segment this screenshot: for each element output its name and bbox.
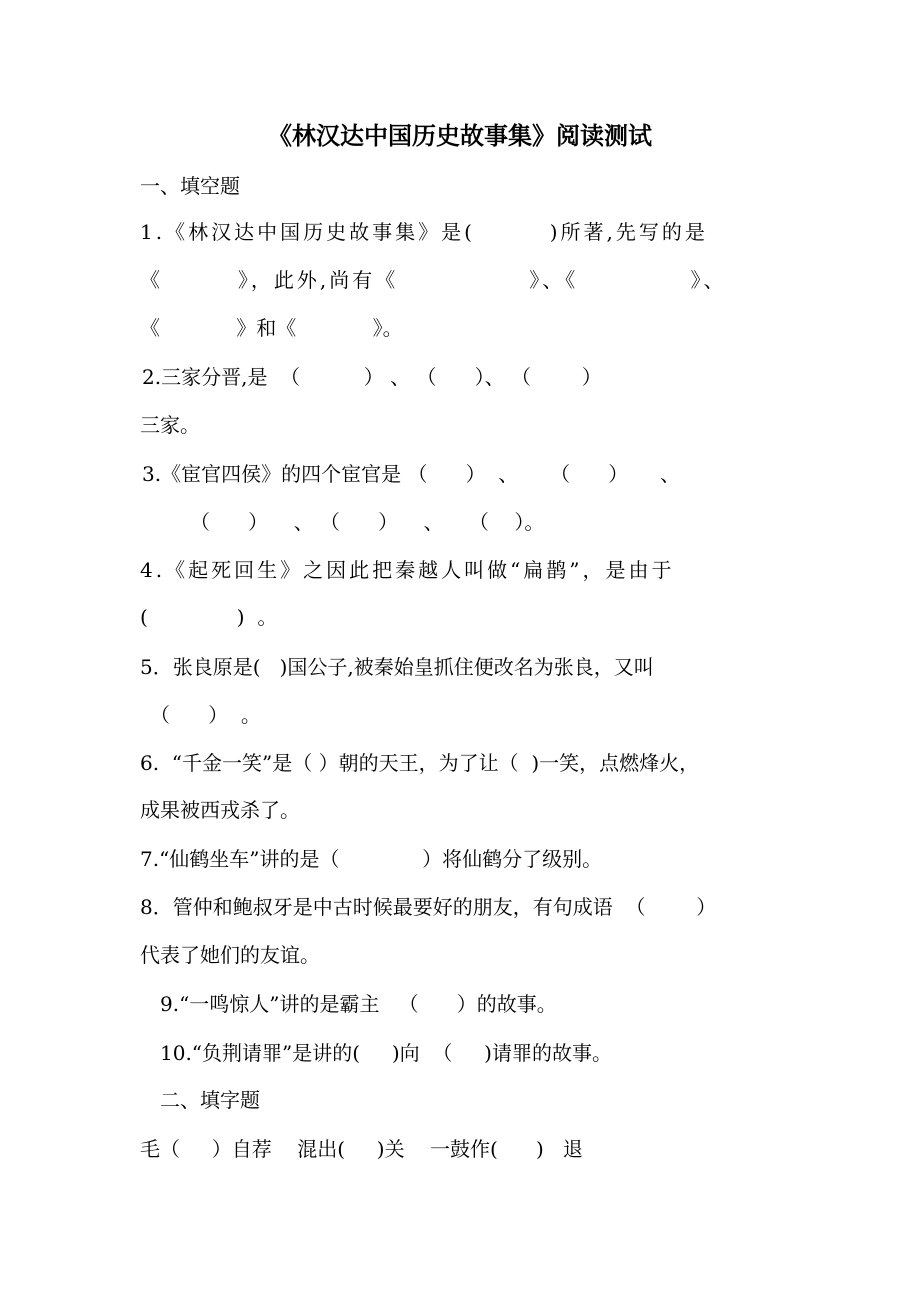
question-8-line-2: 代表了她们的友谊。 — [140, 943, 320, 967]
question-4-line-2: ( ) 。 — [140, 605, 278, 629]
section-heading-fill-blank: 一、填空题 — [140, 174, 240, 198]
question-3-line-1: 3.《宦官四侯》的四个宦官是 （ ） 、 （ ） 、 — [142, 462, 681, 486]
section-heading-fill-word: 二、填字题 — [160, 1088, 260, 1112]
page-title: 《林汉达中国历史故事集》阅读测试 — [268, 121, 652, 150]
question-1-line-2: 《 》，此外,尚有《 》、《 》、 — [140, 268, 727, 292]
question-1-line-1: 1.《林汉达中国历史故事集》是( )所著,先写的是 — [140, 220, 708, 244]
question-5-line-2: （ ） 。 — [150, 703, 261, 727]
question-8-line-1: 8．管仲和鲍叔牙是中古时候最要好的朋友，有句成语 （ ） — [140, 895, 717, 919]
question-7-line-1: 7.“仙鹤坐车”讲的是（ ）将仙鹤分了级别。 — [140, 847, 603, 871]
question-3-line-2: （ ） 、 （ ） 、 （ ）。 — [190, 510, 545, 534]
fill-word-line-1: 毛（ ）自荐 混出( )关 一鼓作( ) 退 — [140, 1137, 583, 1161]
question-6-line-2: 成果被西戎杀了。 — [140, 798, 300, 822]
question-2-line-2: 三家。 — [140, 413, 200, 437]
question-1-line-3: 《 》和《 》。 — [140, 316, 403, 340]
question-2-line-1: 2.三家分晋,是 （ ） 、 （ ）、 （ ） — [142, 365, 602, 389]
question-10-line-1: 10.“负荆请罪”是讲的( )向 （ )请罪的故事。 — [160, 1041, 612, 1065]
question-6-line-1: 6. “千金一笑”是（ ）朝的天王，为了让（ )一笑，点燃烽火， — [140, 751, 700, 775]
question-9-line-1: 9.“一鸣惊人”讲的是霸主 （ ）的故事。 — [160, 992, 557, 1016]
question-4-line-1: 4.《起死回生》之因此把秦越人叫做“扁鹊”，是由于 — [140, 558, 675, 582]
question-5-line-1: 5．张良原是( )国公子,被秦始皇抓住便改名为张良，又叫 — [140, 655, 654, 679]
